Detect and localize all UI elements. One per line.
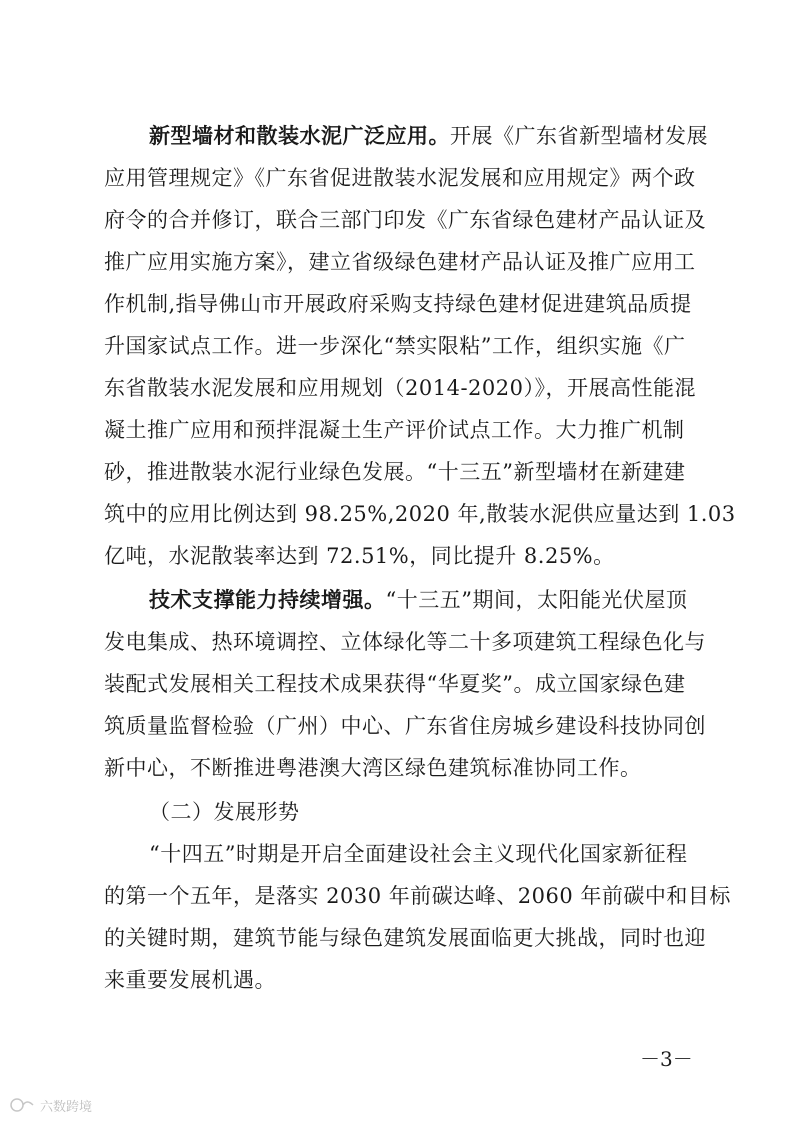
paragraph-line bbox=[0, 880, 794, 914]
paragraph-line bbox=[0, 288, 794, 322]
paragraph-line bbox=[0, 668, 794, 702]
line-text: 装配式发展相关工程技术成果获得“华夏奖”。成立国家绿色建 bbox=[104, 672, 686, 696]
paragraph-line bbox=[0, 922, 794, 956]
line-text: 发电集成、热环境调控、立体绿化等二十多项建筑工程绿色化与 bbox=[104, 630, 706, 654]
paragraph-line bbox=[0, 372, 794, 406]
line-text: 砂，推进散装水泥行业绿色发展。“十三五”新型墙材在新建建 bbox=[104, 460, 686, 484]
paragraph-line bbox=[0, 838, 794, 872]
page-number: －3－ bbox=[640, 1047, 693, 1071]
line-text: 推广应用实施方案》，建立省级绿色建材产品认证及推广应用工 bbox=[104, 250, 696, 274]
subsection-heading bbox=[0, 796, 794, 830]
line-text: “十四五”时期是开启全面建设社会主义现代化国家新征程 bbox=[149, 842, 688, 866]
paragraph-line bbox=[0, 540, 794, 574]
paragraph-line bbox=[0, 710, 794, 744]
watermark bbox=[8, 1094, 118, 1116]
paragraph-line bbox=[0, 162, 794, 196]
line-text: 府令的合并修订，联合三部门印发《广东省绿色建材产品认证及 bbox=[104, 208, 706, 232]
line-text: 作机制,指导佛山市开展政府采购支持绿色建材促进建筑品质提 bbox=[104, 292, 692, 316]
line-text: 应用管理规定》《广东省促进散装水泥发展和应用规定》两个政 bbox=[104, 166, 696, 190]
line-text: 来重要发展机遇。 bbox=[104, 968, 276, 992]
paragraph-line bbox=[0, 120, 794, 154]
line-text: 亿吨，水泥散装率达到 72.51%，同比提升 8.25%。 bbox=[104, 544, 615, 568]
paragraph-line bbox=[0, 456, 794, 490]
paragraph-line bbox=[0, 204, 794, 238]
paragraph-line bbox=[0, 498, 794, 532]
paragraph-line bbox=[0, 584, 794, 618]
line-text: 凝土推广应用和预拌混凝土生产评价试点工作。大力推广机制 bbox=[104, 418, 685, 442]
paragraph-line bbox=[0, 626, 794, 660]
line-text: 开展《广东省新型墙材发展 bbox=[450, 124, 708, 148]
paragraph-line bbox=[0, 964, 794, 998]
paragraph-line bbox=[0, 330, 794, 364]
line-text: 筑中的应用比例达到 98.25%,2020 年,散装水泥供应量达到 1.03 bbox=[104, 502, 736, 526]
line-text: 升国家试点工作。进一步深化“禁实限粘”工作，组织实施《广 bbox=[104, 334, 686, 358]
watermark-logo-icon bbox=[8, 1096, 36, 1114]
line-text: （二）发展形势 bbox=[149, 800, 300, 824]
line-text: 的第一个五年，是落实 2030 年前碳达峰、2060 年前碳中和目标 bbox=[104, 884, 731, 908]
line-text: 新中心，不断推进粤港澳大湾区绿色建筑标准协同工作。 bbox=[104, 756, 642, 780]
paragraph-line bbox=[0, 414, 794, 448]
section-heading: 技术支撑能力持续增强。 bbox=[149, 588, 386, 612]
paragraph-line bbox=[0, 752, 794, 786]
line-text: 筑质量监督检验（广州）中心、广东省住房城乡建设科技协同创 bbox=[104, 714, 706, 738]
line-text: “十三五”期间，太阳能光伏屋顶 bbox=[385, 588, 688, 612]
watermark-text: 六数跨境 bbox=[40, 1099, 93, 1115]
line-text: 的关键时期，建筑节能与绿色建筑发展面临更大挑战，同时也迎 bbox=[104, 926, 706, 950]
line-text: 东省散装水泥发展和应用规划（2014-2020）》，开展高性能混 bbox=[104, 376, 696, 400]
paragraph-line bbox=[0, 246, 794, 280]
section-heading: 新型墙材和散装水泥广泛应用。 bbox=[149, 124, 450, 148]
